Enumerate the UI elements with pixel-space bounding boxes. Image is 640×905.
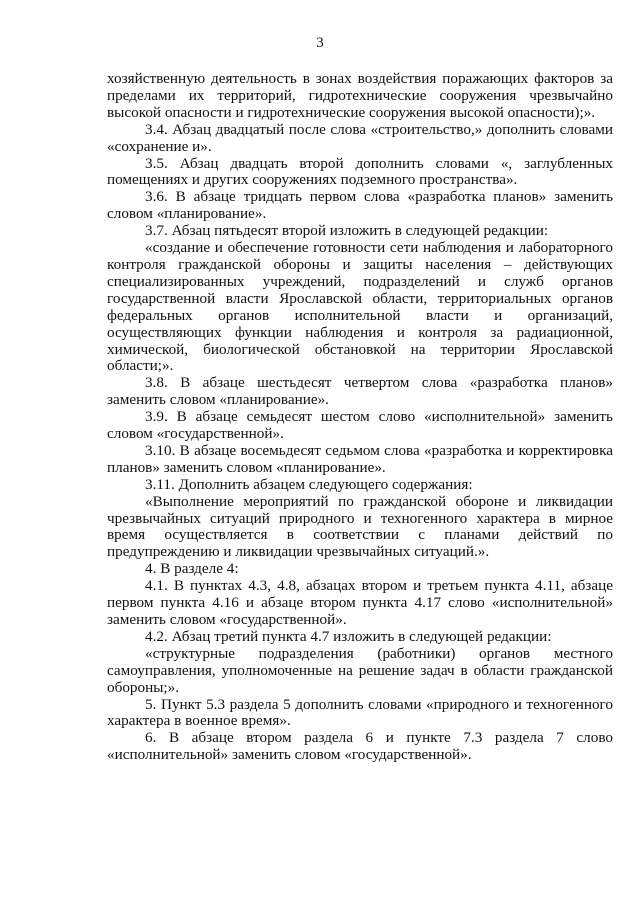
paragraph-3-11: 3.11. Дополнить абзацем следующего содержания:	[145, 475, 473, 493]
page-number: 3	[316, 35, 324, 51]
paragraph-3-7: 3.7. Абзац пятьдесят второй изложить в следующей редакции:	[145, 222, 549, 240]
paragraph-4-2: 4.2. Абзац третий пункта 4.7 изложить в следующей редакции:	[145, 627, 552, 645]
paragraph-3-4: 3.4. Абзац двадцатый после слова «строительство,» дополнить словами «сохранение и».	[107, 120, 613, 155]
paragraph-3-11-quote: «Выполнение мероприятий по гражданской обороне и ликвидации чрезвычайных ситуаций природного и техногенного характера в мирное время осуществляется в соответствии с планами действий по предупреждению и ликвидации чрезвычайных ситуаций.».	[107, 492, 613, 561]
paragraph-3-8: 3.8. В абзаце шестьдесят четвертом слова «разработка планов» заменить словом «планирование».	[107, 374, 613, 409]
paragraph-3-5: 3.5. Абзац двадцать второй дополнить словами «, заглубленных помещениях и других сооружениях подземного пространства».	[107, 154, 613, 189]
paragraph-4: 4. В разделе 4:	[145, 560, 239, 578]
document-body	[107, 71, 613, 764]
paragraph-4-2-quote: «структурные подразделения (работники) органов местного самоуправления, уполномоченные на решение задач в области гражданской обороны;».	[107, 644, 613, 696]
paragraph-3-9: 3.9. В абзаце семьдесят шестом слово «исполнительной» заменить словом «государственной».	[107, 408, 613, 443]
paragraph-5: 5. Пункт 5.3 раздела 5 дополнить словами «природного и техногенного характера в военное время».	[107, 695, 613, 730]
paragraph-3-6: 3.6. В абзаце тридцать первом слова «разработка планов» заменить словом «планирование».	[107, 188, 613, 223]
paragraph-3-10: 3.10. В абзаце восемьдесят седьмом слова «разработка и корректировка планов» заменить словом «планирование».	[107, 441, 613, 476]
paragraph-continuation: хозяйственную деятельность в зонах воздействия поражающих факторов за пределами их территорий, гидротехнические сооружения чрезвычайно высокой опасности и гидротехнические сооружения высокой опасности);».	[107, 70, 613, 121]
paragraph-4-1: 4.1. В пунктах 4.3, 4.8, абзацах втором и третьем пункта 4.11, абзаце первом пункта 4.16 и абзаце втором пункта 4.17 слово «исполнительной» заменить словом «государственной».	[107, 577, 613, 628]
paragraph-6: 6. В абзаце втором раздела 6 и пункте 7.3 раздела 7 слово «исполнительной» заменить словом «государственной».	[107, 729, 613, 764]
paragraph-3-7-quote: «создание и обеспечение готовности сети наблюдения и лабораторного контроля гражданской обороны и защиты населения – действующих специализированных учреждений, подразделений и служб органов государственной власти Ярославской области, территориальных органов федеральных органов исполнительной власти и организаций, осуществляющих функции наблюдения и контроля за радиационной, химической, биологической обстановкой на территории Ярославской области;».	[107, 239, 613, 375]
